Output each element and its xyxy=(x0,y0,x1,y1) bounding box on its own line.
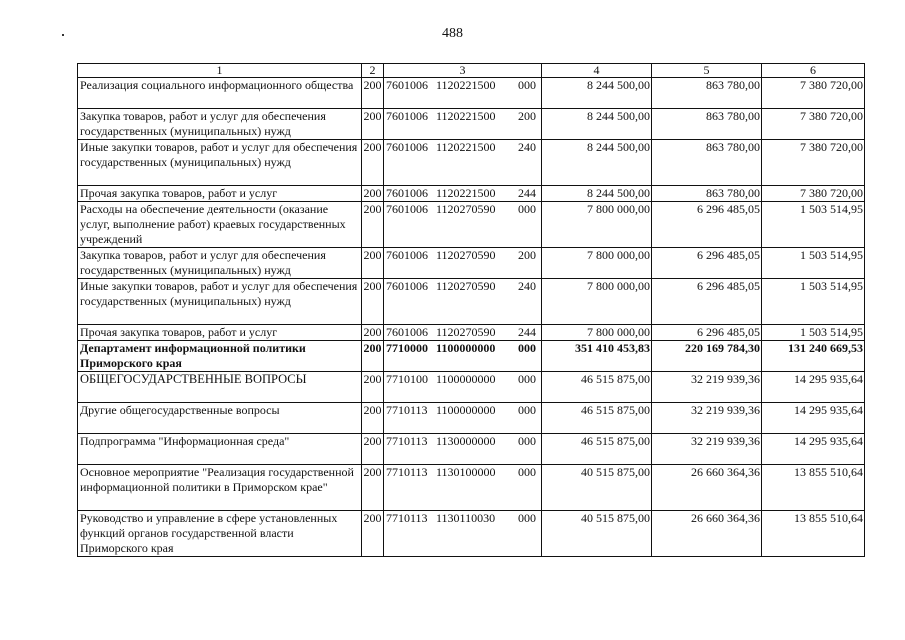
row-code-200: 200 xyxy=(362,279,384,325)
table-row xyxy=(78,403,865,434)
row-value-5: 32 219 939,36 xyxy=(652,434,762,465)
table-row xyxy=(78,140,865,186)
code-target: 1100000000 xyxy=(436,341,496,355)
row-code-200: 200 xyxy=(362,434,384,465)
row-classification-code xyxy=(384,434,542,465)
row-value-6: 1 503 514,95 xyxy=(762,202,865,248)
code-target: 1130100000 xyxy=(436,465,496,479)
code-ministry: 760 xyxy=(386,202,404,216)
code-ministry: 760 xyxy=(386,109,404,123)
code-section: 1006 xyxy=(404,109,428,123)
row-name: Закупка товаров, работ и услуг для обеспечения государственных (муниципальных) нужд xyxy=(78,109,362,140)
code-target: 1130110030 xyxy=(436,511,496,525)
code-target: 1120221500 xyxy=(436,78,496,92)
code-type: 000 xyxy=(518,202,536,216)
table-row xyxy=(78,465,865,511)
row-value-5: 220 169 784,30 xyxy=(652,341,762,372)
row-code-200: 200 xyxy=(362,202,384,248)
row-code-200: 200 xyxy=(363,325,382,339)
row-value-5: 6 296 485,05 xyxy=(652,279,762,325)
row-classification-code xyxy=(384,78,542,109)
code-ministry: 760 xyxy=(386,279,404,293)
row-classification-code xyxy=(384,403,542,434)
table-row xyxy=(78,248,865,279)
row-value-6: 7 380 720,00 xyxy=(762,78,865,109)
row-value-5: 32 219 939,36 xyxy=(652,372,762,403)
table-row-department xyxy=(78,341,865,372)
row-code-200: 200 xyxy=(362,465,384,511)
row-name: ОБЩЕГОСУДАРСТВЕННЫЕ ВОПРОСЫ xyxy=(78,372,362,403)
code-ministry: 760 xyxy=(386,78,404,92)
col-header-1: 1 xyxy=(78,64,362,78)
row-value-6: 13 855 510,64 xyxy=(762,511,865,557)
row-code-200: 200 xyxy=(362,140,384,186)
code-type: 000 xyxy=(518,403,536,417)
row-value-5: 26 660 364,36 xyxy=(652,511,762,557)
table-row xyxy=(78,186,865,202)
code-target: 1120270590 xyxy=(436,202,496,216)
row-code-200: 200 xyxy=(363,186,382,200)
row-value-6: 14 295 935,64 xyxy=(762,403,865,434)
row-code-200: 200 xyxy=(362,109,384,140)
code-ministry: 771 xyxy=(386,511,404,525)
row-value-4: 40 515 875,00 xyxy=(542,465,652,511)
code-ministry: 771 xyxy=(386,434,404,448)
row-code-200: 200 xyxy=(362,341,384,372)
row-value-4: 7 800 000,00 xyxy=(542,279,652,325)
code-section: 1006 xyxy=(404,248,428,262)
table-row xyxy=(78,434,865,465)
code-ministry: 760 xyxy=(386,248,404,262)
row-value-4: 46 515 875,00 xyxy=(542,372,652,403)
code-type: 244 xyxy=(518,325,536,339)
row-value-5: 6 296 485,05 xyxy=(652,325,762,341)
row-value-6: 13 855 510,64 xyxy=(762,465,865,511)
row-value-5: 32 219 939,36 xyxy=(652,403,762,434)
code-target: 1130000000 xyxy=(436,434,496,448)
code-ministry: 760 xyxy=(386,186,404,200)
row-value-5: 6 296 485,05 xyxy=(652,248,762,279)
row-value-6: 7 380 720,00 xyxy=(762,109,865,140)
row-code-200: 200 xyxy=(362,511,384,557)
row-value-4: 351 410 453,83 xyxy=(542,341,652,372)
code-ministry: 760 xyxy=(386,140,404,154)
code-type: 240 xyxy=(518,279,536,293)
code-section: 1006 xyxy=(404,186,428,200)
scan-speck xyxy=(62,34,64,36)
code-section: 1006 xyxy=(404,140,428,154)
row-name: Подпрограмма "Информационная среда" xyxy=(78,434,362,465)
row-value-6: 7 380 720,00 xyxy=(762,186,865,202)
col-header-2: 2 xyxy=(362,64,384,78)
row-classification-code xyxy=(384,325,542,341)
code-type: 000 xyxy=(518,465,536,479)
row-name: Основное мероприятие "Реализация государственной информационной политики в Приморском крае" xyxy=(78,465,362,511)
page-number: 488 xyxy=(442,26,463,41)
col-header-3: 3 xyxy=(384,64,542,78)
row-classification-code xyxy=(384,341,542,372)
row-code-200: 200 xyxy=(362,248,384,279)
row-value-5: 26 660 364,36 xyxy=(652,465,762,511)
row-name: Расходы на обеспечение деятельности (оказание услуг, выполнение работ) краевых государственных учреждений xyxy=(78,202,362,248)
row-code-200: 200 xyxy=(362,372,384,403)
row-name: Руководство и управление в сфере установленных функций органов государственной власти Приморского края xyxy=(78,511,362,557)
code-section: 1006 xyxy=(404,78,428,92)
col-header-5: 5 xyxy=(652,64,762,78)
row-value-4: 8 244 500,00 xyxy=(542,78,652,109)
code-type: 200 xyxy=(518,248,536,262)
row-classification-code xyxy=(384,248,542,279)
row-classification-code xyxy=(384,511,542,557)
row-classification-code xyxy=(384,202,542,248)
row-value-6: 7 380 720,00 xyxy=(762,140,865,186)
row-value-4: 7 800 000,00 xyxy=(542,202,652,248)
code-section: 0113 xyxy=(404,465,428,479)
row-name: Другие общегосударственные вопросы xyxy=(78,403,362,434)
code-type: 000 xyxy=(518,78,536,92)
row-code-200: 200 xyxy=(362,78,384,109)
row-name: Закупка товаров, работ и услуг для обеспечения государственных (муниципальных) нужд xyxy=(78,248,362,279)
code-ministry: 771 xyxy=(386,341,404,355)
row-name: Департамент информационной политики Приморского края xyxy=(78,341,362,372)
code-type: 000 xyxy=(518,511,536,525)
row-code-200: 200 xyxy=(362,403,384,434)
code-target: 1120270590 xyxy=(436,248,496,262)
code-section: 1006 xyxy=(404,202,428,216)
col-header-4: 4 xyxy=(542,64,652,78)
row-value-6: 1 503 514,95 xyxy=(762,279,865,325)
code-section: 0113 xyxy=(404,511,428,525)
code-target: 1120221500 xyxy=(436,140,496,154)
row-value-6: 1 503 514,95 xyxy=(762,325,865,341)
row-classification-code xyxy=(384,186,542,202)
code-ministry: 771 xyxy=(386,465,404,479)
code-section: 0113 xyxy=(404,403,428,417)
code-ministry: 760 xyxy=(386,325,404,339)
code-type: 200 xyxy=(518,109,536,123)
row-value-6: 14 295 935,64 xyxy=(762,372,865,403)
row-classification-code xyxy=(384,465,542,511)
row-value-5: 6 296 485,05 xyxy=(652,202,762,248)
row-value-6: 14 295 935,64 xyxy=(762,434,865,465)
row-value-4: 46 515 875,00 xyxy=(542,434,652,465)
table-row xyxy=(78,78,865,109)
row-value-6: 131 240 669,53 xyxy=(762,341,865,372)
code-target: 1120221500 xyxy=(436,109,496,123)
code-target: 1120221500 xyxy=(436,186,496,200)
code-target: 1100000000 xyxy=(436,372,496,386)
row-value-5: 863 780,00 xyxy=(652,140,762,186)
row-classification-code xyxy=(384,372,542,403)
code-section: 1006 xyxy=(404,279,428,293)
code-section: 0100 xyxy=(404,372,428,386)
row-value-6: 1 503 514,95 xyxy=(762,248,865,279)
row-name: Иные закупки товаров, работ и услуг для обеспечения государственных (муниципальных) нужд xyxy=(78,140,362,186)
row-value-5: 863 780,00 xyxy=(652,109,762,140)
budget-table xyxy=(77,63,865,557)
table-row xyxy=(78,511,865,557)
row-value-4: 8 244 500,00 xyxy=(542,109,652,140)
table-row xyxy=(78,372,865,403)
row-value-4: 8 244 500,00 xyxy=(542,140,652,186)
row-classification-code xyxy=(384,109,542,140)
table-row xyxy=(78,109,865,140)
code-section: 0000 xyxy=(404,341,428,355)
code-type: 000 xyxy=(518,434,536,448)
row-value-4: 46 515 875,00 xyxy=(542,403,652,434)
row-value-4: 40 515 875,00 xyxy=(542,511,652,557)
row-value-5: 863 780,00 xyxy=(652,78,762,109)
code-ministry: 771 xyxy=(386,372,404,386)
row-name: Реализация социального информационного общества xyxy=(78,78,362,109)
col-header-6: 6 xyxy=(762,64,865,78)
row-value-4: 8 244 500,00 xyxy=(542,186,652,202)
row-name: Иные закупки товаров, работ и услуг для обеспечения государственных (муниципальных) нужд xyxy=(78,279,362,325)
row-value-4: 7 800 000,00 xyxy=(542,325,652,341)
row-value-4: 7 800 000,00 xyxy=(542,248,652,279)
code-target: 1120270590 xyxy=(436,325,496,339)
code-type: 000 xyxy=(518,372,536,386)
code-target: 1120270590 xyxy=(436,279,496,293)
code-ministry: 771 xyxy=(386,403,404,417)
row-classification-code xyxy=(384,140,542,186)
table-row xyxy=(78,279,865,325)
code-target: 1100000000 xyxy=(436,403,496,417)
row-name: Прочая закупка товаров, работ и услуг xyxy=(78,325,362,341)
row-name: Прочая закупка товаров, работ и услуг xyxy=(78,186,362,202)
code-section: 0113 xyxy=(404,434,428,448)
code-type: 244 xyxy=(518,186,536,200)
code-type: 240 xyxy=(518,140,536,154)
table-row xyxy=(78,202,865,248)
row-classification-code xyxy=(384,279,542,325)
code-section: 1006 xyxy=(404,325,428,339)
row-value-5: 863 780,00 xyxy=(652,186,762,202)
table-row xyxy=(78,325,865,341)
code-type: 000 xyxy=(518,341,536,355)
header-row xyxy=(78,64,865,78)
